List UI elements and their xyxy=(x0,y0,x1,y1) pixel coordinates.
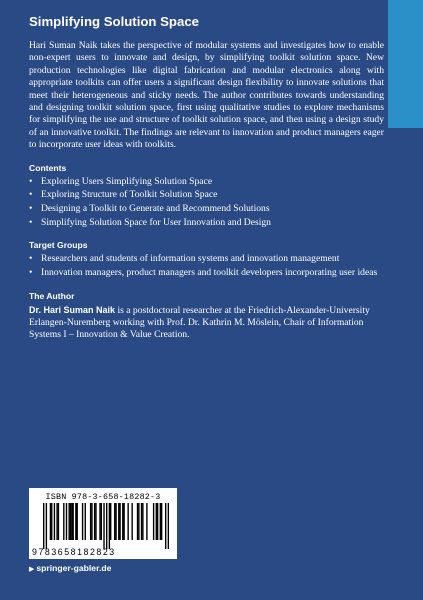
barcode-bar xyxy=(77,503,78,540)
barcode-bar xyxy=(110,503,111,540)
author-section xyxy=(29,291,384,342)
barcode-bar xyxy=(141,503,142,540)
barcode-bar xyxy=(50,503,51,540)
barcode-bar xyxy=(119,503,120,540)
target-groups-section xyxy=(29,240,384,279)
barcode-bar xyxy=(146,503,147,540)
barcode-bar xyxy=(56,503,57,540)
barcode-bar xyxy=(114,503,115,540)
barcode-bar xyxy=(157,503,158,540)
barcode-bar xyxy=(160,503,161,540)
target-groups-list xyxy=(29,253,384,279)
barcode-bar xyxy=(75,503,76,540)
arrow-right-icon: ▶ xyxy=(29,566,35,573)
barcode-bar xyxy=(90,503,91,540)
book-title: Simplifying Solution Space xyxy=(29,14,199,29)
barcode-bar xyxy=(94,503,95,540)
barcode-bar xyxy=(99,503,100,540)
barcode-bar xyxy=(118,503,119,540)
barcode-bar xyxy=(122,503,123,540)
contents-list xyxy=(29,176,384,230)
isbn-label: ISBN 978-3-658-18282-3 xyxy=(45,492,161,502)
publisher-link[interactable] xyxy=(29,563,111,573)
author-heading: The Author xyxy=(29,290,75,301)
author-bio xyxy=(29,304,384,342)
barcode-bar xyxy=(142,503,143,540)
barcode-bar xyxy=(46,503,47,549)
book-blurb: Hari Suman Naik takes the perspective of modular systems and investigates how to enable non-expert users to innovate and design, by simplifying toolkit solution space. New production technologies like digital fabrication and modular electronics along with appropriate toolkits can offer users a significant design flexibility to innovate solutions that meet their heterogeneous and sticky needs. The author contributes towards understanding and designing toolkit solution space, first using qualitative studies to explore mechanisms for simplifying the use and structure of toolkit solution space, and then using a design study of an innovative toolkit. The findings are relevant to innovation and product managers eager to incorporate user ideas with toolkits. xyxy=(29,40,384,151)
target-groups-heading: Target Groups xyxy=(29,240,88,251)
author-name: Dr. Hari Suman Naik xyxy=(29,304,116,315)
barcode-bar xyxy=(123,503,124,540)
publisher-url: springer-gabler.de xyxy=(36,563,112,573)
barcode-bar xyxy=(131,503,132,540)
list-item: • Researchers and students of information systems and innovation management xyxy=(29,253,384,265)
list-item: • Simplifying Solution Space for User Innovation and Design xyxy=(29,217,384,229)
barcode-bar xyxy=(138,503,139,540)
barcode-bar xyxy=(156,503,157,540)
barcode-bar xyxy=(165,503,166,549)
barcode-bar xyxy=(137,503,138,540)
barcode-bar xyxy=(106,503,107,549)
contents-section xyxy=(29,163,384,230)
barcode-bar xyxy=(101,503,102,540)
barcode-bar xyxy=(103,503,104,549)
back-cover-content xyxy=(29,14,384,342)
contents-heading: Contents xyxy=(29,162,67,173)
barcode-bar xyxy=(82,503,83,540)
barcode-bar xyxy=(66,503,67,540)
barcode-bar xyxy=(91,503,92,540)
barcode-bar xyxy=(115,503,116,540)
barcode-bar xyxy=(72,503,73,540)
barcode-bar xyxy=(54,503,55,540)
list-item: • Exploring Users Simplifying Solution Space xyxy=(29,176,384,188)
barcode-bar xyxy=(161,503,162,540)
barcode-bar xyxy=(109,503,110,549)
barcode-digits: 9783658182823 xyxy=(32,547,116,557)
barcode-bar xyxy=(43,503,44,549)
barcode-bar xyxy=(70,503,71,540)
list-item: • Designing a Toolkit to Generate and Recommend Solutions xyxy=(29,203,384,215)
isbn-barcode xyxy=(29,488,177,559)
accent-bar xyxy=(388,0,423,128)
barcode-bar xyxy=(127,503,128,540)
author-bio-text: is a postdoctoral researcher at the Friedrich-Alexander-University Erlangen-Nuremberg working with Prof. Dr. Kathrin M. Möslein, Chair of Information Systems I – Innovation & Value Creation. xyxy=(29,304,370,341)
barcode-bar xyxy=(153,503,154,540)
barcode-bar xyxy=(58,503,59,540)
barcode-bar xyxy=(51,503,52,540)
list-item: • Exploring Structure of Toolkit Solution Space xyxy=(29,189,384,201)
barcode-bar xyxy=(95,503,96,540)
barcode-bar xyxy=(168,503,169,549)
barcode-bars xyxy=(43,503,169,549)
barcode-bar xyxy=(68,503,69,540)
list-item: • Innovation managers, product managers and toolkit developers incorporating user ideas xyxy=(29,267,384,279)
barcode-bar xyxy=(71,503,72,540)
barcode-bar xyxy=(63,503,64,540)
barcode-bar xyxy=(85,503,86,540)
